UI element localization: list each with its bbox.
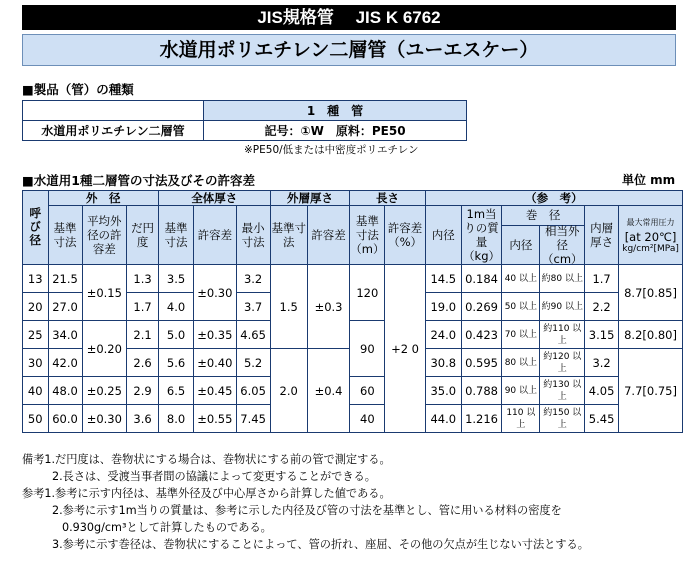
header-outer-layer: 外層厚さ [270, 191, 350, 206]
header-thick-tol: 許容差 [194, 206, 237, 265]
notes [22, 451, 692, 553]
header-reference: （参 考） [425, 191, 682, 206]
header-inner-layer: 内層厚さ [585, 206, 619, 265]
header-ovality: だ円度 [127, 206, 159, 265]
type1-header: 1 種 管 [204, 101, 467, 121]
header-layer-std: 基準寸法 [270, 206, 307, 265]
dimensions-table [22, 190, 683, 433]
header-nominal: 呼び径 [23, 191, 49, 265]
note-reference-3: 3.参考に示す巻径は、巻物状にすることによって、管の折れ、座屈、その他の欠点が生じない寸法とする。 [52, 538, 589, 551]
note-remark-2: 2.長さは、受渡当事者間の協議によって変更することができる。 [52, 470, 376, 483]
header-inner-dia: 内径 [425, 206, 461, 265]
note-reference-2: 2.参考に示す1m当りの質量は、参考に示した内径及び管の寸法を基準とし、管に用いる材料の密度を [52, 504, 562, 517]
product-types-table [22, 100, 467, 141]
header-mean-outer-tol: 平均外径の許容差 [82, 206, 127, 265]
header-thick-min: 最小寸法 [236, 206, 270, 265]
header-thick-std: 基準寸法 [159, 206, 194, 265]
table-row: 13 21.5 ±0.15 1.3 3.5 ±0.30 3.2 1.5 ±0.3 120 +2 0 14.5 0.184 40 以上 約80 以上 1.7 8.7[0.85] [23, 265, 683, 293]
table-row: 40 48.0 ±0.25 2.9 6.5 ±0.45 6.05 60 35.0 0.788 90 以上 約130 以上 4.05 [23, 377, 683, 405]
page-title: 水道用ポリエチレン二層管（ユーエスケー） [22, 34, 676, 66]
header-coil [502, 206, 585, 265]
header-length: 長さ [350, 191, 425, 206]
header-mass: 1m当りの質量（kg） [463, 207, 501, 263]
header-thickness: 全体厚さ [159, 191, 271, 206]
note-reference-1: 参考1.参考に示す内径は、基準外径及び中心厚さから計算した値である。 [22, 487, 391, 500]
standard-header: JIS規格管 JIS K 6762 [22, 5, 676, 30]
header-length-std: 基準寸法（m） [350, 206, 385, 265]
header-outer-std: 基準寸法 [48, 206, 82, 265]
header-pressure: 最大常用圧力 [at 20℃] kg/cm²[MPa] [619, 206, 683, 265]
product-spec: 記号：①W 原料：PE50 [204, 121, 467, 141]
header-outer: 外 径 [48, 191, 159, 206]
header-coil-outer: 相当外径（cm） [542, 224, 583, 266]
note-reference-2-cont: 0.930g/cm³として計算したものである。 [62, 521, 272, 534]
header-layer-tol: 許容差 [307, 206, 350, 265]
note-remark-1: 備考1.だ円度は、巻物状にする場合は、巻物状にする前の管で測定する。 [22, 453, 391, 466]
header-coil-inner: 内径 [502, 226, 540, 264]
material-note: ※PE50/低または中密度ポリエチレン [244, 144, 419, 156]
product-types-heading: ■製品（管）の種類 [22, 82, 134, 97]
table-row: 50 60.0 ±0.30 3.6 8.0 ±0.55 7.45 40 44.0 1.216 110 以上 約150 以上 5.45 [23, 405, 683, 433]
unit-label: 単位 mm [622, 173, 676, 187]
header-coil-dia: 巻 径 [502, 206, 584, 226]
header-length-tol: 許容差（%） [385, 206, 425, 265]
table-row: 25 34.0 ±0.20 2.1 5.0 ±0.35 4.65 90 24.0 0.423 70 以上 約110 以上 3.15 8.2[0.80] [23, 321, 683, 349]
table-row: 20 27.0 1.7 4.0 3.7 19.0 0.269 50 以上 約90 以上 2.2 [23, 293, 683, 321]
product-name: 水道用ポリエチレン二層管 [23, 121, 204, 141]
dimensions-heading: ■水道用1種二層管の寸法及びその許容差 [22, 173, 256, 188]
table-row: 30 42.0 2.6 5.6 ±0.40 5.2 2.0 ±0.4 30.8 0.595 80 以上 約120 以上 3.2 7.7[0.75] [23, 349, 683, 377]
